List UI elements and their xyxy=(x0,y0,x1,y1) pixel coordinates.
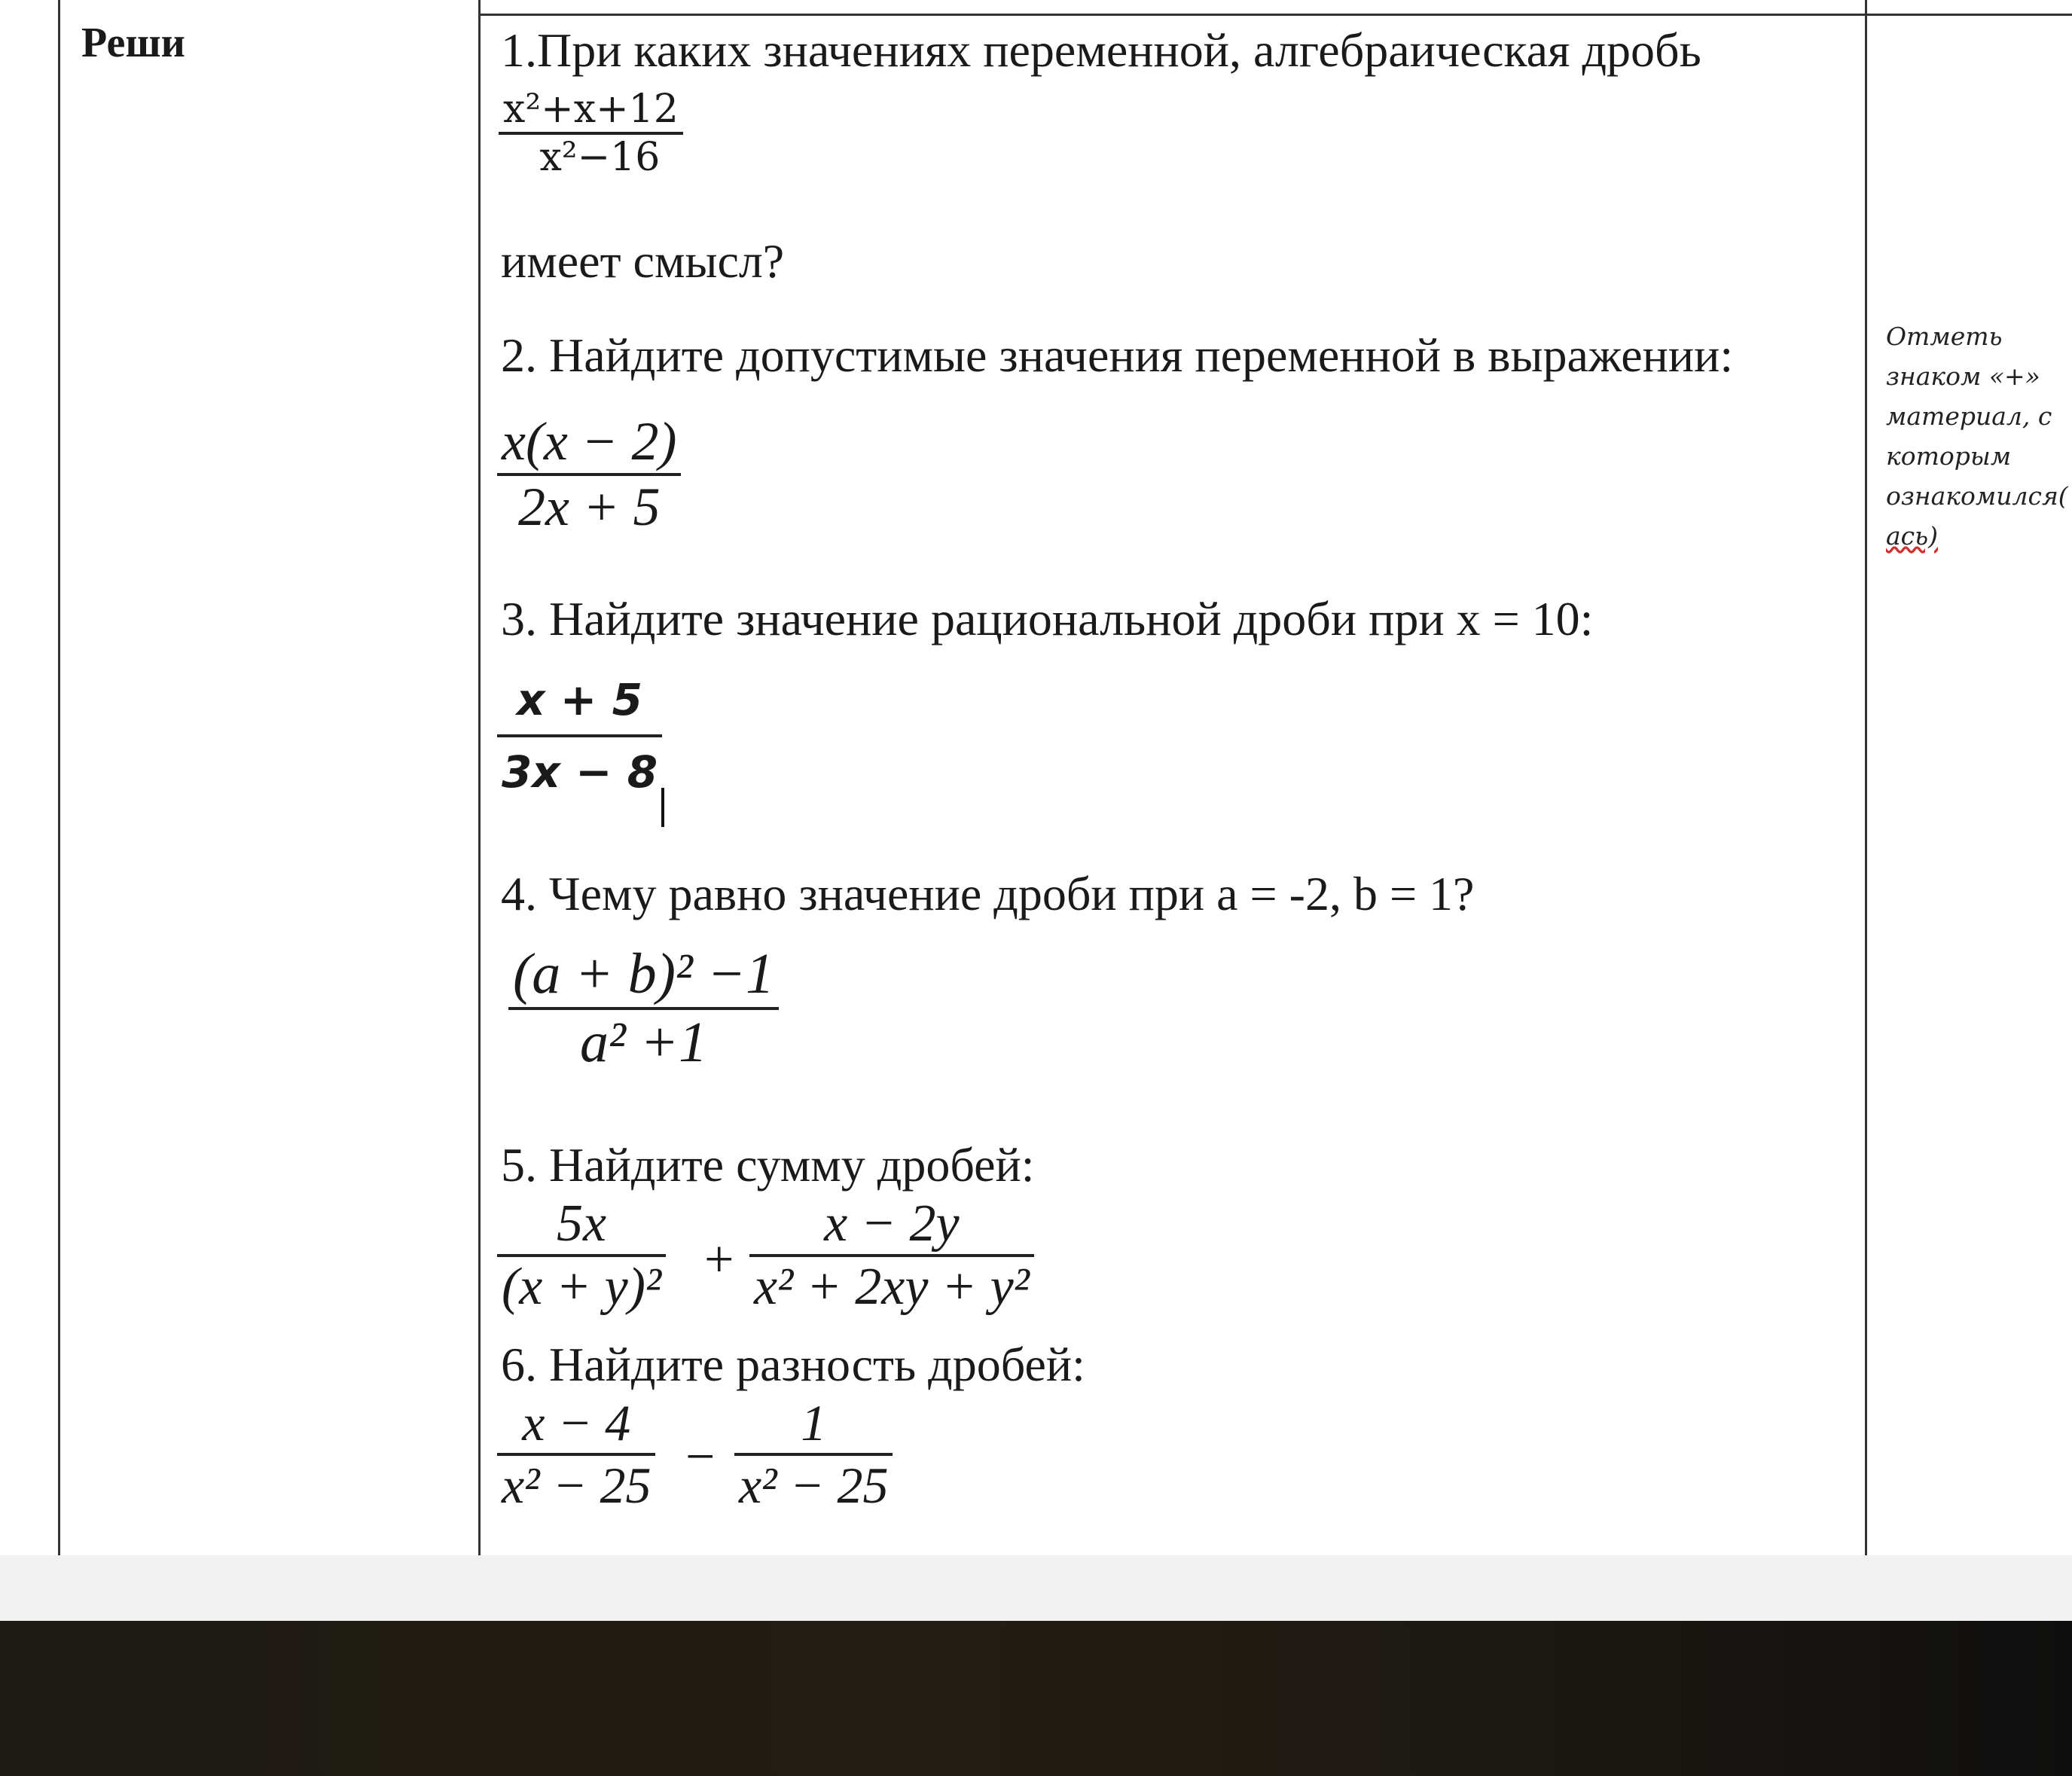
task-1-denominator: x²−16 xyxy=(539,135,661,180)
table-top-border xyxy=(478,14,2072,16)
task-6-fraction-2-numerator: 1 xyxy=(801,1394,827,1451)
task-2-numerator: x(x − 2) xyxy=(502,411,677,471)
taskbar xyxy=(0,1621,2072,1776)
task-1-numerator: x²+x+12 xyxy=(503,87,679,132)
task-6-minus-operator: − xyxy=(685,1428,716,1486)
task-3-text: 3. Найдите значение рациональной дроби при x = 10: xyxy=(501,592,1594,645)
task-5-plus-operator: + xyxy=(704,1231,734,1289)
task-2-fraction xyxy=(497,410,681,539)
note-line: которым xyxy=(1886,441,2012,471)
task-5-fraction-2-denominator: x² + 2xy + y² xyxy=(754,1258,1030,1316)
text-cursor xyxy=(661,788,664,827)
task-5-fraction-1 xyxy=(497,1194,666,1317)
task-1-fraction xyxy=(499,87,683,180)
task-6-fraction-1-denominator: x² − 25 xyxy=(502,1457,652,1514)
task-1-suffix: имеет смысл? xyxy=(501,234,785,288)
note-line: знаком «+» xyxy=(1886,362,2040,391)
task-5-fraction-2-numerator: x − 2y xyxy=(824,1195,960,1253)
task-5-fraction-1-numerator: 5x xyxy=(556,1195,607,1253)
table-column-divider-2 xyxy=(1865,0,1867,1555)
task-4-numerator: (a + b)² −1 xyxy=(513,942,774,1005)
task-4-denominator: a² +1 xyxy=(579,1011,708,1074)
task-3-denominator: 3x − 8 xyxy=(502,746,658,798)
task-6-fraction-1-numerator: x − 4 xyxy=(522,1394,631,1451)
task-4-text: 4. Чему равно значение дроби при a = -2, b = 1? xyxy=(501,867,1475,920)
task-2-denominator: 2x + 5 xyxy=(517,477,661,537)
table-left-border xyxy=(58,0,60,1555)
task-3-numerator: x + 5 xyxy=(517,674,642,725)
task-6-fraction-1 xyxy=(497,1393,655,1515)
task-5-text: 5. Найдите сумму дробей: xyxy=(501,1138,1035,1192)
left-column-header: Реши xyxy=(81,20,185,66)
note-line: Отметь xyxy=(1886,322,2003,351)
task-4-fraction xyxy=(508,941,779,1076)
task-6-text: 6. Найдите разность дробей: xyxy=(501,1338,1085,1391)
right-column-note xyxy=(1886,316,2067,556)
task-6-fraction-2 xyxy=(734,1393,893,1515)
task-6-fraction-2-denominator: x² − 25 xyxy=(739,1457,889,1514)
note-line-last: ась) xyxy=(1886,521,1938,551)
window-bottom-strip xyxy=(0,1555,2072,1621)
task-1-text: 1.При каких значениях переменной, алгебраическая дробь xyxy=(501,23,1701,77)
note-line: материал, с xyxy=(1886,401,2052,431)
task-5-fraction-1-denominator: (x + y)² xyxy=(502,1258,661,1316)
table-column-divider-1 xyxy=(478,0,481,1555)
task-5-fraction-2 xyxy=(749,1194,1034,1317)
note-line: ознакомился( xyxy=(1886,481,2068,511)
task-2-text: 2. Найдите допустимые значения переменной в выражении: xyxy=(501,328,1734,382)
task-3-fraction xyxy=(497,674,662,798)
